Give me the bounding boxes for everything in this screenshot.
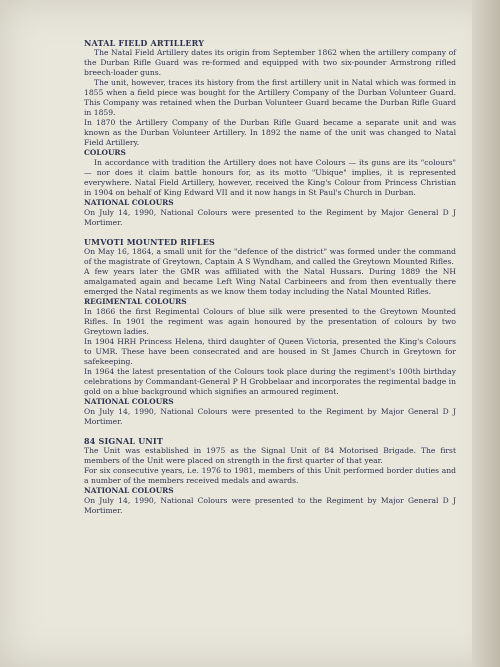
section-84-signal-unit <box>84 436 456 516</box>
paragraph: On July 14, 1990, National Colours were presented to the Regiment by Major General D J Mortimer. <box>84 496 456 515</box>
document-body <box>84 38 456 525</box>
paragraph: On July 14, 1990, National Colours were presented to the Regiment by Major General D J Mortimer. <box>84 407 456 426</box>
paragraph: In 1866 the first Regimental Colours of blue silk were presented to the Greytown Mounted Rifles. In 1901 the regiment was again honoured by the presentation of colours by two Greytown ladies. <box>84 307 456 336</box>
paragraph: The Natal Field Artillery dates its origin from September 1862 when the artillery company of the Durban Rifle Guard was re-formed and equipped with two six-pounder Armstrong rifled breech-loader guns. <box>84 48 456 77</box>
paragraph: In 1904 HRH Princess Helena, third daughter of Queen Victoria, presented the King's Colours to UMR. These have been consecrated and are housed in St James Church in Greytown for safekeeping. <box>84 337 456 366</box>
section-natal-field-artillery <box>84 38 456 228</box>
paragraph: The Unit was established in 1975 as the Signal Unit of 84 Motorised Brigade. The first members of the Unit were placed on strength in the first quarter of that year. <box>84 446 456 465</box>
page-fold <box>472 0 500 667</box>
paragraph: In accordance with tradition the Artillery does not have Colours — its guns are its "colours" — nor does it claim battle honours for, as its motto "Ubique" implies, it is represented everywhere. Natal Field Artillery, however, received the King's Colour from Princess Christian in 1904 on behalf of King Edward VII and it now hangs in St Paul's Church in Durban. <box>84 158 456 197</box>
paragraph: In 1870 the Artillery Company of the Durban Rifle Guard became a separate unit and was known as the Durban Volunteer Artillery. In 1892 the name of the unit was changed to Natal Field Artillery. <box>84 118 456 147</box>
section-heading: 84 SIGNAL UNIT <box>84 436 163 446</box>
paragraph: A few years later the GMR was affiliated with the Natal Hussars. During 1889 the NH amalgamated again and became Left Wing Natal Carbineers and from then eventually there emerged the Natal regiments as we know them today including the Natal Mounted Rifles. <box>84 267 456 296</box>
paragraph: In 1964 the latest presentation of the Colours took place during the regiment's 100th birthday celebrations by Commandant-General P H Grobbelaar and incorporates the regimental badge in gold on a blue background which signifies an armoured regiment. <box>84 367 456 396</box>
section-heading: UMVOTI MOUNTED RIFLES <box>84 237 216 247</box>
subheading: REGIMENTAL COLOURS <box>84 297 187 306</box>
paragraph: For six consecutive years, i.e. 1976 to 1981, members of this Unit performed border duties and a number of the members received medals and awards. <box>84 466 456 485</box>
paragraph: On July 14, 1990, National Colours were presented to the Regiment by Major General D J Mortimer. <box>84 208 456 227</box>
paragraph: On May 16, 1864, a small unit for the "defence of the district" was formed under the command of the magistrate of Greytown, Captain A S Wyndham, and called the Greytown Mounted Rifles. <box>84 247 456 266</box>
subheading: COLOURS <box>84 148 126 157</box>
subheading: NATIONAL COLOURS <box>84 198 174 207</box>
section-umvoti-mounted-rifles <box>84 237 456 427</box>
paragraph: The unit, however, traces its history from the first artillery unit in Natal which was formed in 1855 when a field piece was bought for the Artillery Company of the Durban Volunteer Guard. This Company was retained when the Durban Volunteer Guard became the Durban Rifle Guard in 1859. <box>84 78 456 117</box>
section-heading: NATAL FIELD ARTILLERY <box>84 38 205 48</box>
subheading: NATIONAL COLOURS <box>84 486 174 495</box>
subheading: NATIONAL COLOURS <box>84 397 174 406</box>
